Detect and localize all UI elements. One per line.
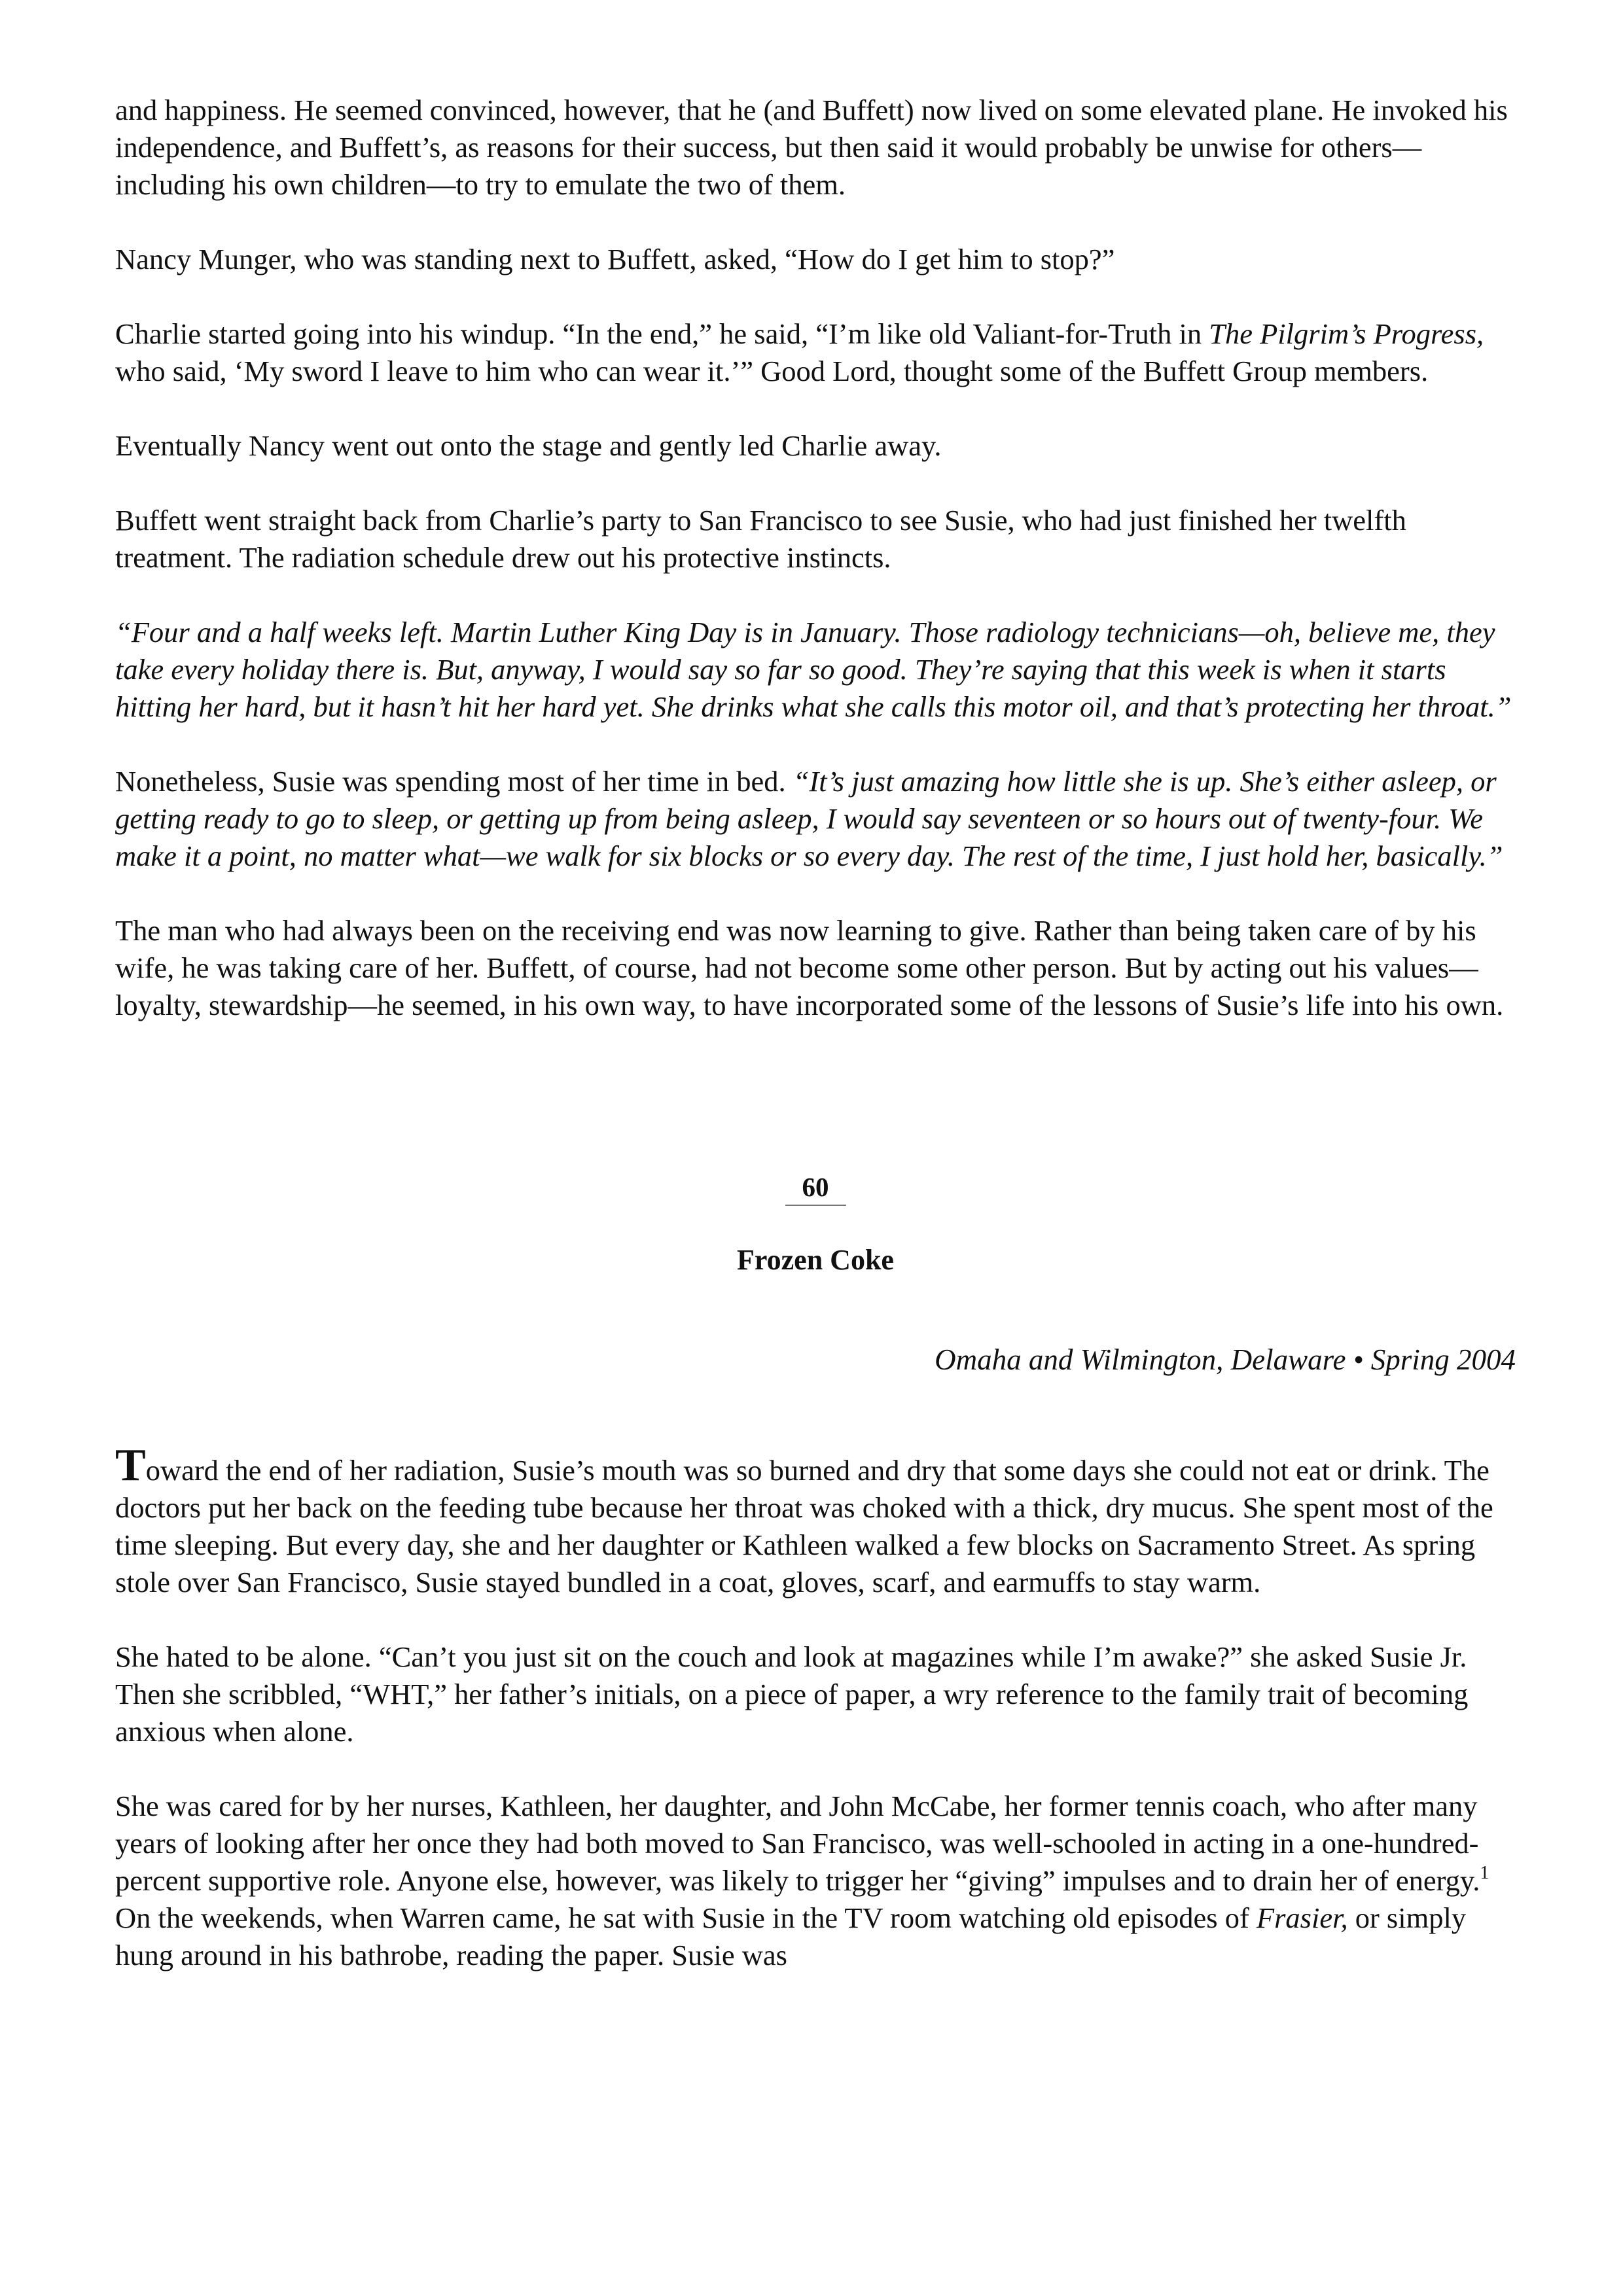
- chapter-heading: [115, 1168, 1516, 1279]
- paragraph-text: oward the end of her radiation, Susie’s mouth was so burned and dry that some days she could not eat or drink. The doctors put her back on the feeding tube because her throat was choked with a thick, dry mucus. She spent most of the time sleeping. But every day, she and her daughter or Kathleen walked a few blocks on Sacramento Street. As spring stole over San Francisco, Susie stayed bundled in a coat, gloves, scarf, and earmuffs to stay warm.: [115, 1454, 1493, 1598]
- paragraph-text: Charlie started going into his windup. “In the end,” he said, “I’m like old Valiant-for-Truth in: [115, 317, 1209, 350]
- chapter-number: 60: [785, 1171, 846, 1206]
- show-title: Frasier,: [1256, 1901, 1348, 1934]
- quote-paragraph: “Four and a half weeks left. Martin Luther King Day is in January. Those radiology technicians—oh, believe me, they take every holiday there is. But, anyway, I would say so far so good. They’re saying that this week is when it starts hitting her hard, but it hasn’t hit her hard yet. She drinks what she calls this motor oil, and that’s protecting her throat.”: [115, 616, 1512, 723]
- paragraph: She hated to be alone. “Can’t you just sit on the couch and look at magazines while I’m awake?” she asked Susie Jr. Then she scribbled, “WHT,” her father’s initials, on a piece of paper, a wry reference to the family trait of becoming anxious when alone.: [115, 1640, 1469, 1748]
- paragraph-text: She was cared for by her nurses, Kathleen, her daughter, and John McCabe, her former tennis coach, who after many years of looking after her once they had both moved to San Francisco, was well-schooled in acting in a one-hundred-percent supportive role. Anyone else, however, was likely to trigger her “giving” impulses and to drain her of energy.: [115, 1790, 1480, 1897]
- paragraph: The man who had always been on the receiving end was now learning to give. Rather than being taken care of by his wife, he was taking care of her. Buffett, of course, had not become some other person. But by acting out his values—loyalty, stewardship—he seemed, in his own way, to have incorporated some of the lessons of Susie’s life into his own.: [115, 914, 1504, 1021]
- paragraph: Buffett went straight back from Charlie’s party to San Francisco to see Susie, who had just finished her twelfth treatment. The radiation schedule drew out his protective instincts.: [115, 504, 1406, 574]
- footnote-marker: 1: [1480, 1863, 1489, 1883]
- paragraph-text: who said, ‘My sword I leave to him who can wear it.’” Good Lord, thought some of the Buffett Group members.: [115, 355, 1429, 387]
- paragraph: Eventually Nancy went out onto the stage and gently led Charlie away.: [115, 429, 942, 462]
- paragraph: [115, 1440, 1516, 1601]
- chapter-title: Frozen Coke: [737, 1244, 894, 1276]
- paragraph: [115, 315, 1516, 390]
- chapter-dateline: Omaha and Wilmington, Delaware • Spring 2004: [935, 1343, 1516, 1376]
- drop-cap: T: [115, 1440, 146, 1491]
- paragraph: Nancy Munger, who was standing next to Buffett, asked, “How do I get him to stop?”: [115, 243, 1115, 275]
- quote-text: “It’s just amazing how little she is up. She’s either asleep, or getting ready to go to sleep, or getting up from being asleep, I would say seventeen or so hours out of twenty-four. We make it a point, no matter what—we walk for six blocks or so every day. The rest of the time, I just hold her, basically.”: [115, 765, 1503, 872]
- document-page: [115, 92, 1516, 1974]
- paragraph: [115, 763, 1516, 875]
- paragraph: and happiness. He seemed convinced, however, that he (and Buffett) now lived on some elevated plane. He invoked his independence, and Buffett’s, as reasons for their success, but then said it would probably be unwise for others—including his own children—to try to emulate the two of them.: [115, 94, 1508, 201]
- paragraph-text: or simply hung around in his bathrobe, reading the paper. Susie was: [115, 1901, 1467, 1971]
- paragraph: [115, 1788, 1516, 1974]
- paragraph-text: Nonetheless, Susie was spending most of her time in bed.: [115, 765, 793, 798]
- book-title: The Pilgrim’s Progress,: [1209, 317, 1484, 350]
- paragraph-text: On the weekends, when Warren came, he sat with Susie in the TV room watching old episodes of: [115, 1901, 1257, 1934]
